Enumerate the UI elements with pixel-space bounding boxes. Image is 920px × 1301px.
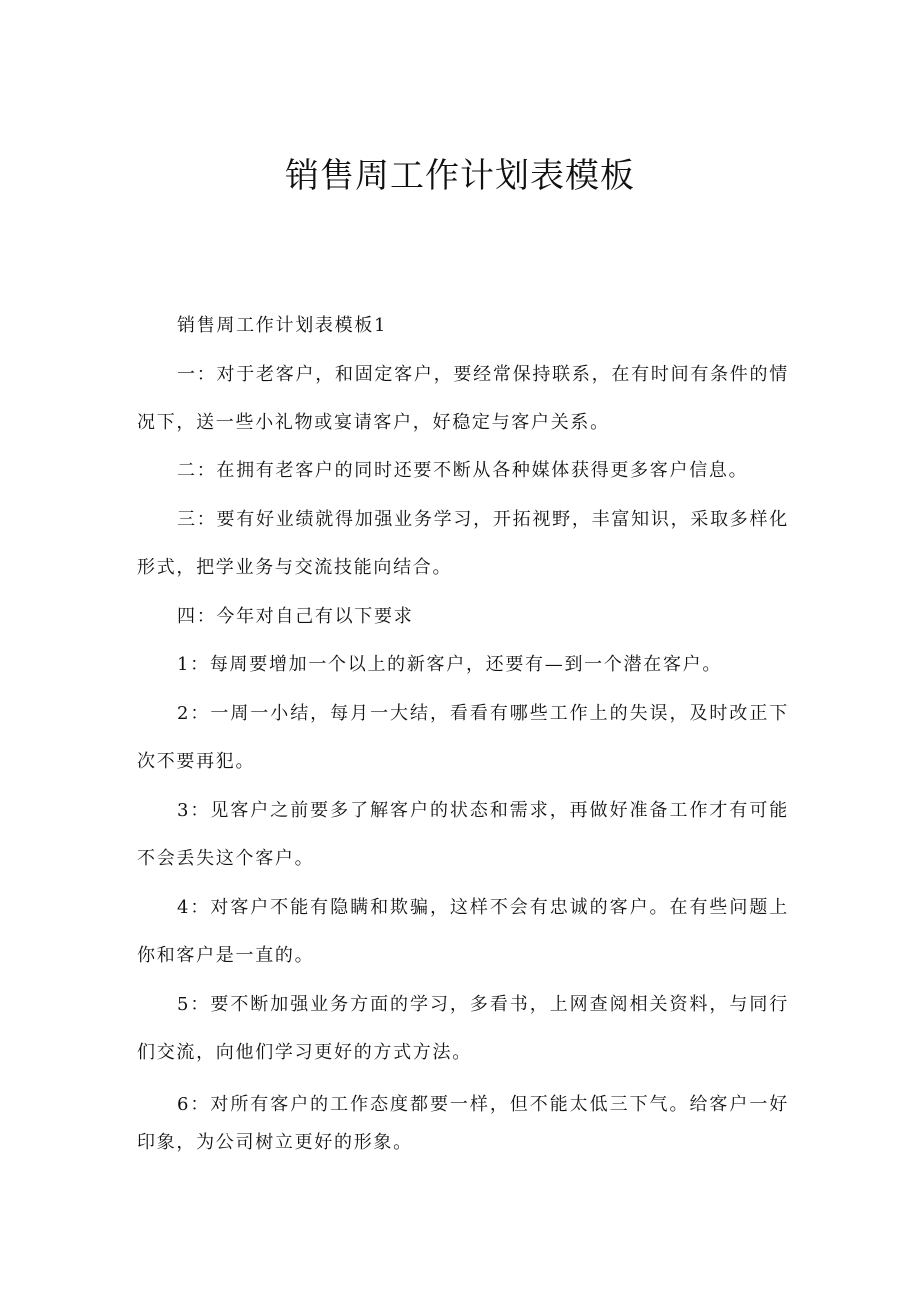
requirement-2: 2：一周一小结，每月一大结，看看有哪些工作上的失误，及时改正下次不要再犯。 [137, 703, 789, 772]
paragraph-4: 四：今年对自己有以下要求 [177, 606, 414, 627]
document-title: 销售周工作计划表模板 [285, 156, 635, 196]
requirement-6: 6：对所有客户的工作态度都要一样，但不能太低三下气。给客户一好印象，为公司树立更好的形象。 [137, 1094, 789, 1153]
requirement-4: 4：对客户不能有隐瞒和欺骗，这样不会有忠诚的客户。在有些问题上你和客户是一直的。 [137, 897, 789, 966]
requirement-5: 5：要不断加强业务方面的学习，多看书，上网查阅相关资料，与同行们交流，向他们学习更好的方式方法。 [137, 994, 789, 1063]
requirement-1: 1：每周要增加一个以上的新客户，还要有—到一个潜在客户。 [177, 654, 723, 675]
paragraph-3: 三：要有好业绩就得加强业务学习，开拓视野，丰富知识，采取多样化形式，把学业务与交流技能向结合。 [137, 509, 789, 578]
paragraph-subtitle: 销售周工作计划表模板1 [177, 315, 388, 336]
paragraph-1: 一：对于老客户，和固定客户，要经常保持联系，在有时间有条件的情况下，送一些小礼物或宴请客户，好稳定与客户关系。 [137, 364, 789, 433]
requirement-3: 3：见客户之前要多了解客户的状态和需求，再做好准备工作才有可能不会丢失这个客户。 [137, 800, 789, 869]
paragraph-2: 二：在拥有老客户的同时还要不断从各种媒体获得更多客户信息。 [177, 460, 749, 481]
